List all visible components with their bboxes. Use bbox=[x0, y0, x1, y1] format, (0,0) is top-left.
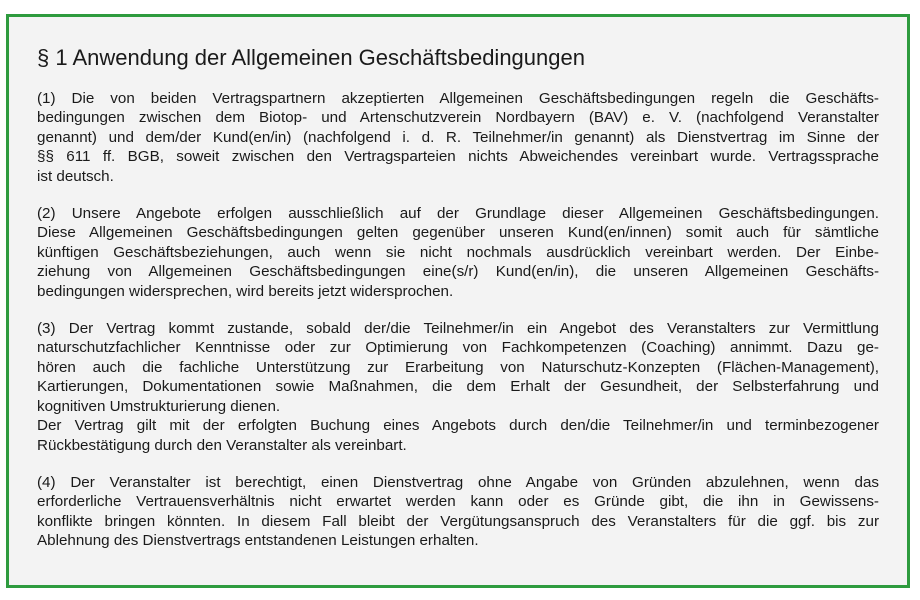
paragraph-line: (1) Die von beiden Vertragspartnern akzeptierten Allgemeinen Geschäftsbedingungen regeln die Geschäfts- bbox=[37, 90, 879, 107]
paragraph-line: bedingungen widersprechen, wird bereits jetzt widersprochen. bbox=[37, 282, 454, 300]
paragraph-line: (3) Der Vertrag kommt zustande, sobald der/die Teilnehmer/in ein Angebot des Veranstalters zur Vermittlung bbox=[37, 320, 879, 338]
paragraph-1 bbox=[37, 89, 879, 186]
agb-section-box bbox=[6, 14, 910, 588]
paragraph-line: künftigen Geschäftsbeziehungen, auch wenn sie nicht nochmals ausdrücklich vereinbart werden. Der Einbe- bbox=[37, 243, 879, 261]
paragraph-line: hören auch die fachliche Unterstützung zur Erarbeitung von Naturschutz-Konzepten (Flächen-Management), bbox=[37, 358, 879, 376]
paragraph-2 bbox=[37, 204, 879, 301]
paragraph-line: bedingungen zwischen dem Biotop- und Artenschutzverein Nordbayern (BAV) e. V. (nachfolgend Veranstalter bbox=[37, 109, 879, 127]
paragraph-4 bbox=[37, 473, 879, 551]
paragraph-line: §§ 611 ff. BGB, soweit zwischen den Vertragsparteien nichts Abweichendes vereinbart wurde. Vertragssprache bbox=[37, 148, 879, 166]
paragraph-line: (2) Unsere Angebote erfolgen ausschließlich auf der Grundlage dieser Allgemeinen Geschäftsbedingungen. bbox=[37, 205, 879, 223]
paragraph-line: genannt) und dem/der Kund(en/in) (nachfolgend i. d. R. Teilnehmer/in genannt) als Dienstvertrag im Sinne der bbox=[37, 128, 879, 146]
paragraph-line: Ablehnung des Dienstvertrags entstandenen Leistungen erhalten. bbox=[37, 532, 479, 550]
paragraph-line: (4) Der Veranstalter ist berechtigt, einen Dienstvertrag ohne Angabe von Gründen abzulehnen, wenn das bbox=[37, 473, 879, 491]
paragraph-line: ziehung von Allgemeinen Geschäftsbedingungen eine(s/r) Kund(en/in), die unseren Allgemeinen Geschäfts- bbox=[37, 263, 879, 281]
paragraph-line: Diese Allgemeinen Geschäftsbedingungen gelten gegenüber unseren Kund(en/innen) somit auch für sämtliche bbox=[37, 224, 879, 242]
paragraph-line: Der Vertrag gilt mit der erfolgten Buchung eines Angebots durch den/die Teilnehmer/in und terminbezogener bbox=[37, 417, 879, 435]
paragraph-line: naturschutzfachlicher Kenntnisse oder zur Optimierung von Fachkompetenzen (Coaching) annimmt. Dazu ge- bbox=[37, 339, 879, 357]
paragraph-3 bbox=[37, 319, 879, 455]
paragraph-line: Rückbestätigung durch den Veranstalter als vereinbart. bbox=[37, 436, 407, 454]
paragraph-line: erforderliche Vertrauensverhältnis nicht erwartet werden kann oder es Gründe gibt, die ihn in Gewissens- bbox=[37, 493, 879, 511]
paragraph-line: ist deutsch. bbox=[37, 167, 114, 185]
paragraph-line: konflikte bringen könnten. In diesem Fall bleibt der Vergütungsanspruch des Veranstalters für die ggf. bis zur bbox=[37, 512, 879, 530]
paragraph-line: Kartierungen, Dokumentationen sowie Maßnahmen, die dem Erhalt der Gesundheit, der Selbsterfahrung und bbox=[37, 378, 879, 396]
section-heading: § 1 Anwendung der Allgemeinen Geschäftsbedingungen bbox=[37, 45, 585, 70]
paragraph-line: kognitiven Umstrukturierung dienen. bbox=[37, 397, 281, 415]
